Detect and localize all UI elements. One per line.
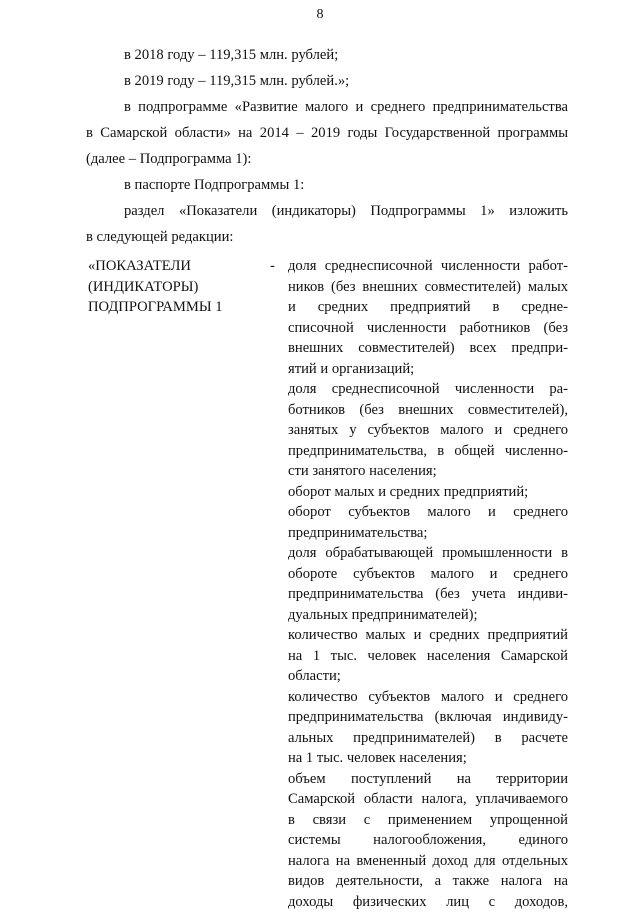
- indicator-line: ботников (без внешних совместителей),: [288, 400, 568, 421]
- subprogram-para-line3: (далее – Подпрограмма 1):: [86, 146, 568, 172]
- indicator-line: предпринимательства;: [288, 523, 568, 544]
- indicator-line: занятых у субъектов малого и среднего: [288, 420, 568, 441]
- intro-text: [86, 42, 568, 250]
- indicator-line: ятий и организаций;: [288, 359, 568, 380]
- indicator-item: [288, 502, 568, 543]
- indicator-line: налога на вмененный доход для отдельных: [288, 851, 568, 872]
- indicator-line: предпринимательства, в общей численно-: [288, 441, 568, 462]
- indicator-line: списочной численности работников (без: [288, 318, 568, 339]
- indicators-dash: -: [270, 256, 275, 277]
- funding-2018-line: в 2018 году – 119,315 млн. рублей;: [86, 42, 568, 68]
- indicator-line: сти занятого населения;: [288, 461, 568, 482]
- indicator-line: предпринимательства (включая индивиду-: [288, 707, 568, 728]
- indicator-item: [288, 769, 568, 912]
- funding-2019-line: в 2019 году – 119,315 млн. рублей.»;: [86, 68, 568, 94]
- indicator-line: Самарской области налога, уплачиваемого: [288, 789, 568, 810]
- indicator-line: доходы физических лиц с доходов,: [288, 892, 568, 912]
- passport-line: в паспорте Подпрограммы 1:: [86, 172, 568, 198]
- indicator-line: оборот субъектов малого и среднего: [288, 502, 568, 523]
- indicator-line: количество субъектов малого и среднего: [288, 687, 568, 708]
- indicator-line: доля среднесписочной численности ра-: [288, 379, 568, 400]
- indicator-line: доля обрабатывающей промышленности в: [288, 543, 568, 564]
- indicator-line: и средних предприятий в средне-: [288, 297, 568, 318]
- indicator-line: области;: [288, 666, 568, 687]
- indicator-line: предпринимательства (без учета индиви-: [288, 584, 568, 605]
- indicator-item: [288, 379, 568, 482]
- indicator-line: количество малых и средних предприятий: [288, 625, 568, 646]
- indicator-line: системы налогообложения, единого: [288, 830, 568, 851]
- subprogram-para-line2: в Самарской области» на 2014 – 2019 годы Государственной программы: [86, 120, 568, 146]
- indicator-line: доля среднесписочной численности работ-: [288, 256, 568, 277]
- indicator-line: на 1 тыс. человек населения;: [288, 748, 568, 769]
- indicators-heading-line: «ПОКАЗАТЕЛИ: [88, 256, 253, 277]
- indicator-item: [288, 543, 568, 625]
- indicator-line: на 1 тыс. человек населения Самарской: [288, 646, 568, 667]
- indicator-line: альных предпринимателей) в расчете: [288, 728, 568, 749]
- indicators-heading: [88, 256, 253, 318]
- indicator-line: оборот малых и средних предприятий;: [288, 482, 568, 503]
- indicators-heading-line: (ИНДИКАТОРЫ): [88, 277, 253, 298]
- indicators-heading-line: ПОДПРОГРАММЫ 1: [88, 297, 253, 318]
- indicator-item: [288, 256, 568, 379]
- indicator-line: в связи с применением упрощенной: [288, 810, 568, 831]
- indicators-list: [288, 256, 568, 912]
- section-para-line1: раздел «Показатели (индикаторы) Подпрограммы 1» изложить: [86, 198, 568, 224]
- indicator-line: ников (без внешних совместителей) малых: [288, 277, 568, 298]
- indicator-item: [288, 687, 568, 769]
- indicator-line: внешних совместителей) всех предпри-: [288, 338, 568, 359]
- indicator-line: дуальных предпринимателей);: [288, 605, 568, 626]
- indicator-item: [288, 482, 568, 503]
- indicator-line: обороте субъектов малого и среднего: [288, 564, 568, 585]
- indicator-item: [288, 625, 568, 687]
- page-number: 8: [0, 6, 640, 24]
- indicator-line: видов деятельности, а также налога на: [288, 871, 568, 892]
- indicator-line: объем поступлений на территории: [288, 769, 568, 790]
- section-para-line2: в следующей редакции:: [86, 224, 568, 250]
- subprogram-para-line1: в подпрограмме «Развитие малого и среднего предпринимательства: [86, 94, 568, 120]
